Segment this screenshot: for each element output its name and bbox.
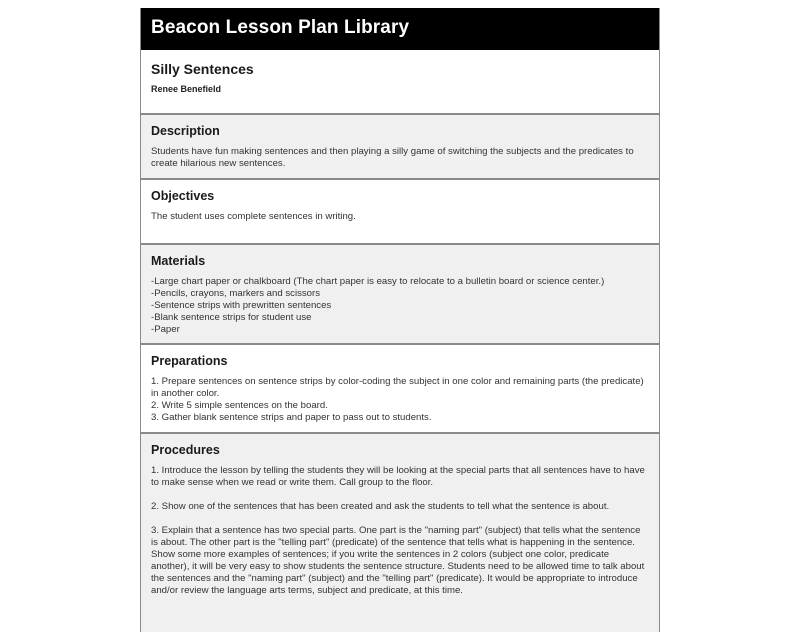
materials-item: -Pencils, crayons, markers and scissors <box>151 288 321 299</box>
materials-item: -Paper <box>151 324 180 335</box>
lesson-title: Silly Sentences <box>151 61 254 77</box>
description-heading: Description <box>151 124 220 138</box>
objectives-text: The student uses complete sentences in writing. <box>151 211 356 222</box>
procedures-step: 1. Introduce the lesson by telling the students they will be looking at the special parts that all sentences have to have to make sense when we read or write them. Call group to the floor. <box>151 465 645 488</box>
materials-section <box>141 243 659 343</box>
materials-item: -Sentence strips with prewritten sentences <box>151 300 332 311</box>
materials-list <box>151 276 649 336</box>
preparations-item: 1. Prepare sentences on sentence strips by color-coding the subject in one color and remaining parts (the predicate) in another color. <box>151 376 644 399</box>
description-section <box>141 113 659 178</box>
procedures-step: 2. Show one of the sentences that has been created and ask the students to tell what the sentence is about. <box>151 501 610 512</box>
objectives-section <box>141 178 659 243</box>
materials-item: -Blank sentence strips for student use <box>151 312 312 323</box>
preparations-item: 3. Gather blank sentence strips and paper to pass out to students. <box>151 412 432 423</box>
preparations-item: 2. Write 5 simple sentences on the board. <box>151 400 328 411</box>
lesson-title-section <box>141 50 659 113</box>
site-title: Beacon Lesson Plan Library <box>151 17 410 38</box>
preparations-list <box>151 376 649 424</box>
materials-heading: Materials <box>151 254 206 268</box>
lesson-plan-page <box>140 8 660 632</box>
procedures-section <box>141 432 659 632</box>
materials-item: -Large chart paper or chalkboard (The chart paper is easy to relocate to a bulletin board or science center.) <box>151 276 605 287</box>
objectives-heading: Objectives <box>151 189 215 203</box>
site-header <box>141 8 659 50</box>
preparations-section <box>141 343 659 432</box>
lesson-author: Renee Benefield <box>151 84 222 94</box>
procedures-heading: Procedures <box>151 443 220 457</box>
procedures-list <box>151 465 649 597</box>
description-text: Students have fun making sentences and then playing a silly game of switching the subjects and the predicates to create hilarious new sentences. <box>151 146 634 169</box>
preparations-heading: Preparations <box>151 354 228 368</box>
procedures-step: 3. Explain that a sentence has two special parts. One part is the "naming part" (subject) that tells what the sentence is about. The other part is the "telling part" (predicate) of the sentence that tells what is happening in the sentence. Show some more examples of sentences; if you write the sentences in 2 colors (subject one color, predicate another), it will be very easy to show students the sentence structure. Students need to be allowed time to talk about the sentences and the "naming part" (subject) and the "telling part" (predicate). It would be appropriate to introduce and/or review the language arts terms, subject and predicate, at this time. <box>151 525 645 596</box>
